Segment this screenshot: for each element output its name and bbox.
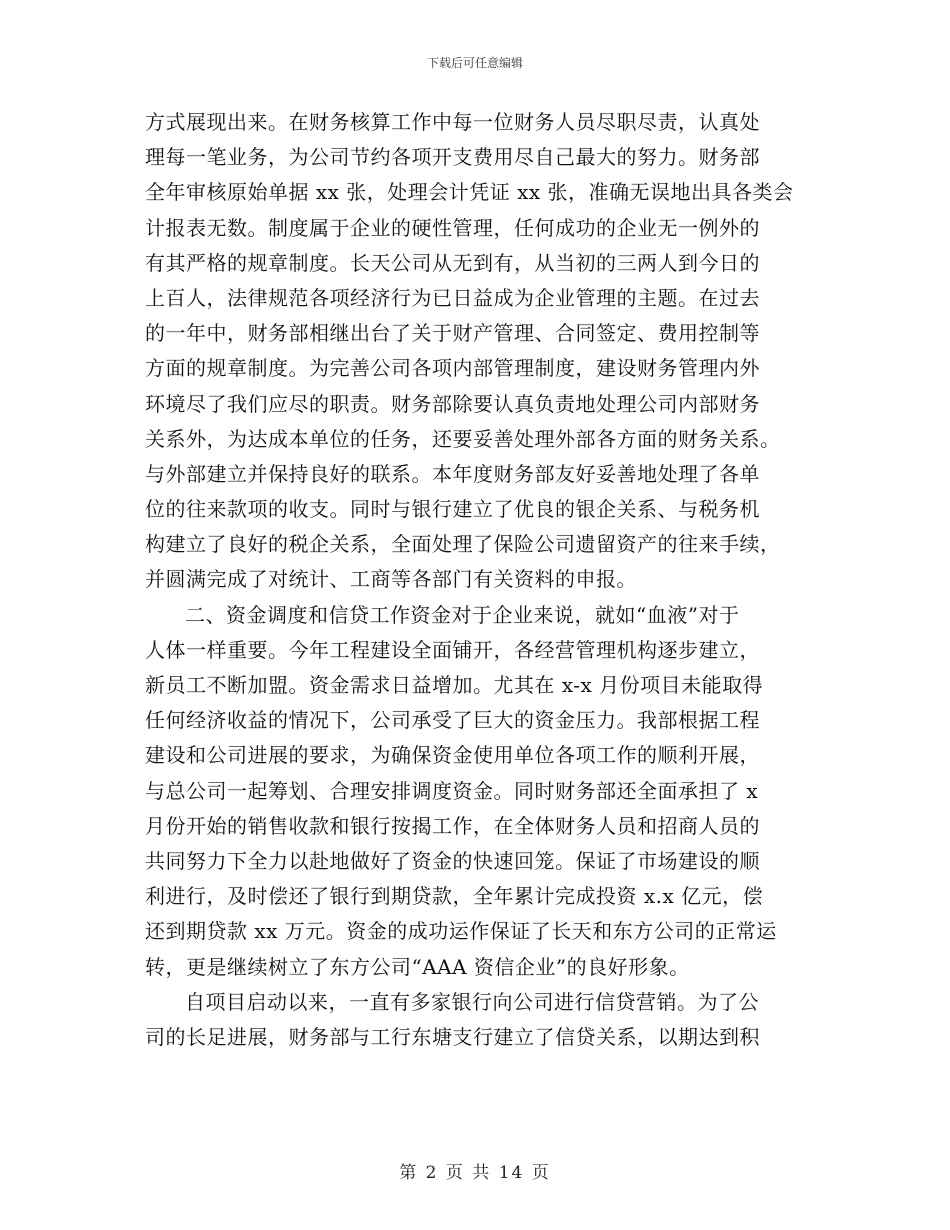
text-line: 方面的规章制度。为完善公司各项内部管理制度，建设财务管理内外 <box>145 356 760 381</box>
text-line: 方式展现出来。在财务核算工作中每一位财务人员尽职尽责，认真处 <box>145 110 760 134</box>
text-line: 理每一笔业务，为公司节约各项开支费用尽自己最大的努力。财务部 <box>145 145 760 170</box>
text-line: 转，更是继续树立了东方公司“AAA 资信企业”的良好形象。 <box>145 954 690 979</box>
text-line: 全年审核原始单据 xx 张，处理会计凭证 xx 张，准确无误地出具各类会 <box>145 180 794 205</box>
text-line: 构建立了良好的税企关系，全面处理了保险公司遗留资产的往来手续， <box>145 532 781 557</box>
text-line: 与外部建立并保持良好的联系。本年度财务部友好妥善地处理了各单 <box>145 461 760 486</box>
text-line: 上百人，法律规范各项经济行为已日益成为企业管理的主题。在过去 <box>145 285 760 310</box>
page-number-footer: 第 2 页 共 14 页 <box>399 1163 551 1183</box>
text-line: 月份开始的销售收款和银行按揭工作，在全体财务人员和招商人员的 <box>145 813 760 838</box>
text-line: 利进行，及时偿还了银行到期贷款，全年累计完成投资 x.x 亿元，偿 <box>145 884 764 909</box>
text-line: 的一年中，财务部相继出台了关于财产管理、合同签定、费用控制等 <box>145 321 760 346</box>
text-line: 环境尽了我们应尽的职责。财务部除要认真负责地处理公司内部财务 <box>145 391 760 416</box>
document-body <box>145 105 810 1055</box>
page-header: 下载后可任意编辑 <box>426 56 523 70</box>
text-line: 共同努力下全力以赴地做好了资金的快速回笼。保证了市场建设的顺 <box>145 848 760 873</box>
text-line: 还到期贷款 xx 万元。资金的成功运作保证了长天和东方公司的正常运 <box>145 919 777 944</box>
text-line: 人体一样重要。今年工程建设全面铺开，各经营管理机构逐步建立， <box>145 637 760 662</box>
text-line: 位的往来款项的收支。同时与银行建立了优良的银企关系、与税务机 <box>145 497 760 522</box>
text-line: 建设和公司进展的要求，为确保资金使用单位各项工作的顺利开展， <box>145 743 760 768</box>
text-line: 任何经济收益的情况下，公司承受了巨大的资金压力。我部根据工程 <box>145 708 760 733</box>
text-line: 有其严格的规章制度。长天公司从无到有，从当初的三两人到今日的 <box>145 250 760 275</box>
text-line: 新员工不断加盟。资金需求日益增加。尤其在 x-x 月份项目未能取得 <box>145 673 764 697</box>
paragraph-start-line: 自项目启动以来，一直有多家银行向公司进行信贷营销。为了公 <box>185 989 759 1014</box>
paragraph-start-line: 二、资金调度和信贷工作资金对于企业来说，就如“血液”对于 <box>185 602 740 627</box>
text-line: 司的长足进展，财务部与工行东塘支行建立了信贷关系，以期达到积 <box>145 1024 760 1049</box>
text-line: 关系外，为达成本单位的任务，还要妥善处理外部各方面的财务关系。 <box>145 426 781 451</box>
text-line: 计报表无数。制度属于企业的硬性管理，任何成功的企业无一例外的 <box>145 215 760 240</box>
text-line: 并圆满完成了对统计、工商等各部门有关资料的申报。 <box>145 567 637 592</box>
text-line: 与总公司一起筹划、合理安排调度资金。同时财务部还全面承担了 x <box>145 778 759 803</box>
